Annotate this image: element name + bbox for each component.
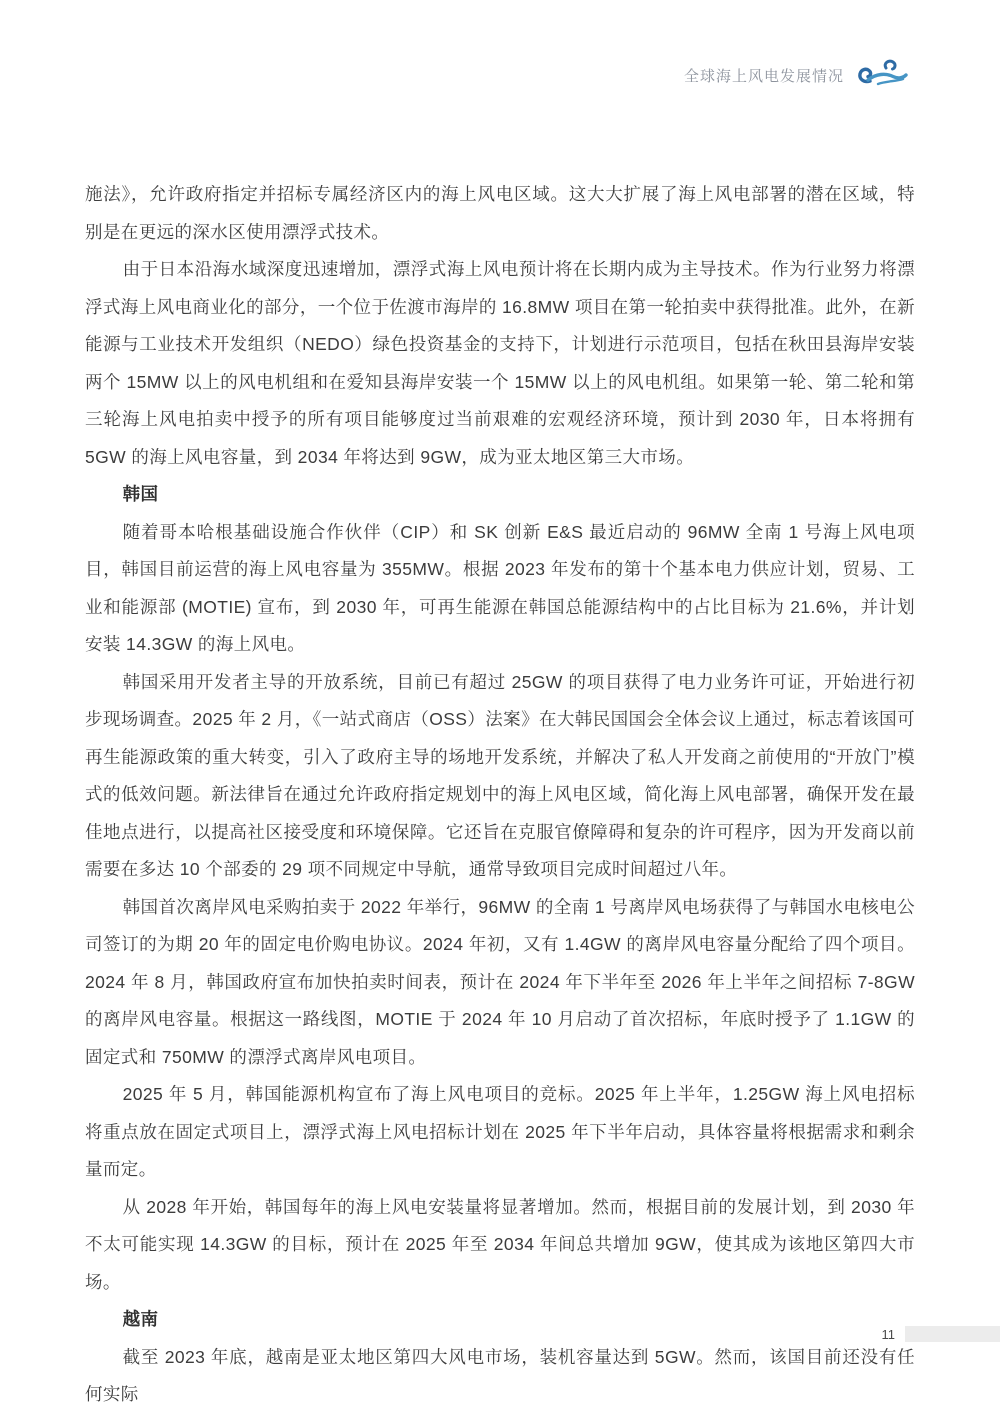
paragraph: 施法》，允许政府指定并招标专属经济区内的海上风电区域。这大大扩展了海上风电部署的潜在区域，特别是在更远的深水区使用漂浮式技术。	[85, 184, 915, 242]
paragraph: 韩国首次离岸风电采购拍卖于 2022 年举行，96MW 的全南 1 号离岸风电场获得了与韩国水电核电公司签订的为期 20 年的固定电价购电协议。2024 年初，又有 1.4GW 的离岸风电容量分配给了四个项目。2024 年 8 月，韩国政府宣布加快拍卖时间表，预计在 2024 年下半年至 2026 年上半年之间招标 7-8GW 的离岸风电容量。根据这一路线图，MOTIE 于 2024 年 10 月启动了首次招标，年底时授予了 1.1GW 的固定式和 750MW 的漂浮式离岸风电项目。	[85, 896, 915, 1067]
paragraph: 由于日本沿海水域深度迅速增加，漂浮式海上风电预计将在长期内成为主导技术。作为行业努力将漂浮式海上风电商业化的部分，一个位于佐渡市海岸的 16.8MW 项目在第一轮拍卖中获得批准。此外，在新能源与工业技术开发组织（NEDO）绿色投资基金的支持下，计划进行示范项目，包括在秋田县海岸安装两个 15MW 以上的风电机组和在爱知县海岸安装一个 15MW 以上的风电机组。如果第一轮、第二轮和第三轮海上风电拍卖中授予的所有项目能够度过当前艰难的宏观经济环境，预计到 2030 年，日本将拥有 5GW 的海上风电容量，到 2034 年将达到 9GW，成为亚太地区第三大市场。	[85, 259, 915, 467]
wind-wave-logo-icon	[856, 58, 908, 92]
paragraph: 从 2028 年开始，韩国每年的海上风电安装量将显著增加。然而，根据目前的发展计划，到 2030 年不太可能实现 14.3GW 的目标，预计在 2025 年至 2034 年间总共增加 9GW，使其成为该地区第四大市场。	[85, 1196, 915, 1292]
document-body	[85, 176, 915, 1414]
page-number: 11	[881, 1326, 895, 1342]
paragraph: 韩国采用开发者主导的开放系统，目前已有超过 25GW 的项目获得了电力业务许可证，开始进行初步现场调查。2025 年 2 月，《一站式商店（OSS）法案》在大韩民国国会全体会议上通过，标志着该国可再生能源政策的重大转变，引入了政府主导的场地开发系统，并解决了私人开发商之前使用的“开放门”模式的低效问题。新法律旨在通过允许政府指定规划中的海上风电区域，简化海上风电部署，确保开发在最佳地点进行，以提高社区接受度和环境保障。它还旨在克服官僚障碍和复杂的许可程序，因为开发商以前需要在多达 10 个部委的 29 项不同规定中导航，通常导致项目完成时间超过八年。	[85, 671, 915, 879]
page-header	[684, 58, 908, 92]
section-heading-korea: 韩国	[122, 484, 159, 504]
header-title: 全球海上风电发展情况	[683, 67, 844, 85]
page-footer	[882, 1326, 1000, 1342]
paragraph: 随着哥本哈根基础设施合作伙伴（CIP）和 SK 创新 E&S 最近启动的 96MW 全南 1 号海上风电项目，韩国目前运营的海上风电容量为 355MW。根据 2023 年发布的第十个基本电力供应计划，贸易、工业和能源部 (MOTIE) 宣布，到 2030 年，可再生能源在韩国总能源结构中的占比目标为 21.6%，并计划安装 14.3GW 的海上风电。	[85, 521, 915, 654]
footer-decorative-bar	[905, 1326, 1000, 1342]
section-heading-vietnam: 越南	[122, 1309, 159, 1329]
paragraph: 截至 2023 年底，越南是亚太地区第四大风电市场，装机容量达到 5GW。然而，该国目前还没有任何实际	[85, 1346, 915, 1404]
paragraph: 2025 年 5 月，韩国能源机构宣布了海上风电项目的竞标。2025 年上半年，1.25GW 海上风电招标将重点放在固定式项目上，漂浮式海上风电招标计划在 2025 年下半年启动，具体容量将根据需求和剩余量而定。	[85, 1084, 915, 1179]
